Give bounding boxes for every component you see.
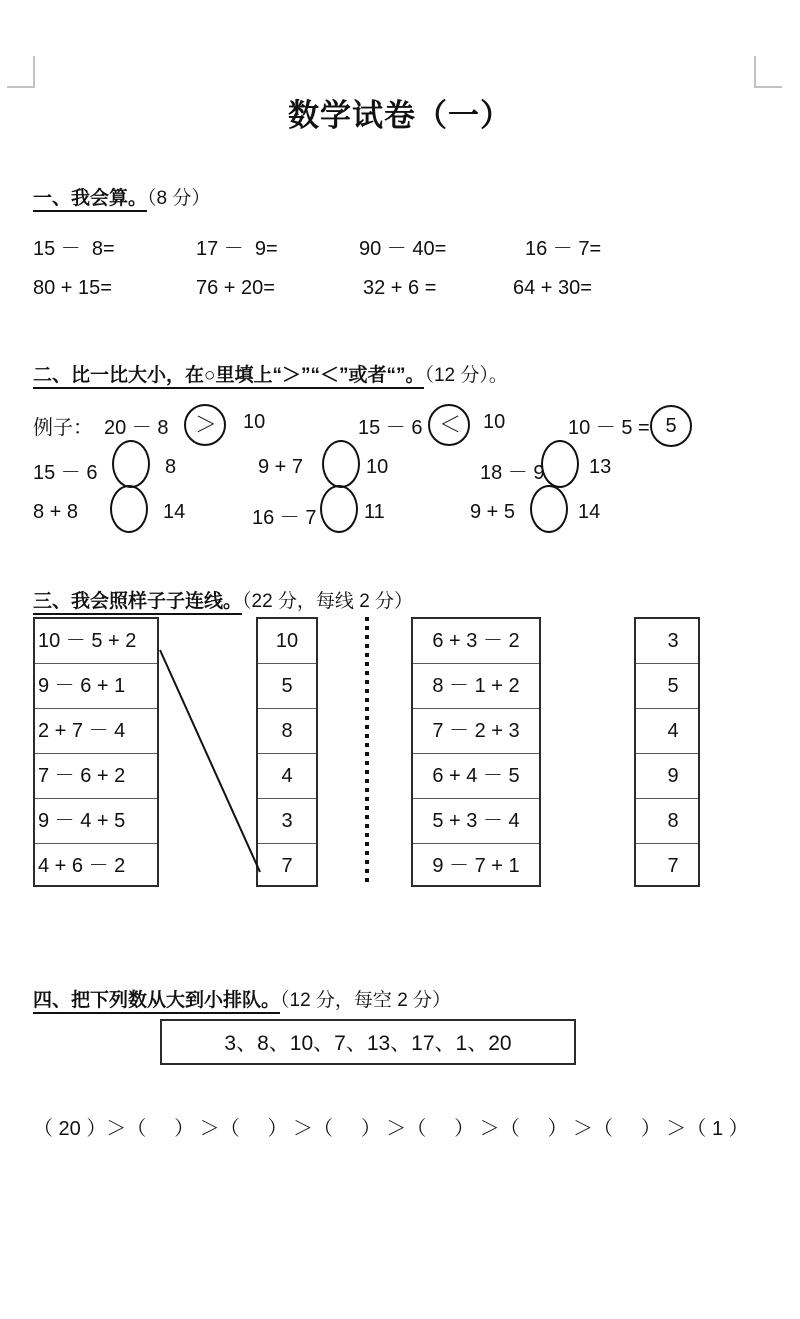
match-cell[interactable]: 8 [636,799,698,844]
match-cell[interactable]: 10 － 5 + 2 [35,619,157,664]
match-cell[interactable]: 7 [667,855,679,877]
section-four-heading [33,985,451,1012]
comparison-circle-blank[interactable] [322,440,360,488]
match-cell[interactable]: 5 [636,664,698,709]
match-cell[interactable]: 8 [258,709,316,754]
section-two-heading-main: 二、比一比大小，在○里填上“＞”“＜”或者“”。 [33,365,424,389]
example-answer-circle [650,405,692,447]
dotted-divider [365,617,369,887]
comparison-sign: ＞ [194,412,217,437]
match-column-numbers-right [634,617,700,887]
comparison-right-number: 14 [578,501,601,523]
section-one-heading [33,183,210,210]
numbers-list-value: 3、8、10、7、13、17、1、20 [224,1032,512,1055]
match-cell[interactable]: 9 － 7 + 1 [432,855,520,877]
comparison-sign: ＜ [438,412,461,437]
match-cell[interactable]: 3 [636,619,698,664]
comparison-right-number: 11 [364,501,385,523]
calc-row-1 [0,232,800,262]
calc-item: 16 － 7= [525,238,602,260]
match-cell[interactable]: 6 + 3 － 2 [413,619,539,664]
calc-item: 15 － 8= [33,238,115,260]
match-cell[interactable]: 8 － 1 + 2 [413,664,539,709]
calc-item: 76 + 20= [196,277,275,299]
match-cell[interactable]: 9 － 6 + 1 [35,664,157,709]
match-column-expressions-left [33,617,159,887]
match-cell[interactable]: 4 [636,709,698,754]
example-expression: 10 － 5 = [568,417,650,439]
calc-item: 90 － 40= [359,238,447,260]
comparison-circle-blank[interactable] [541,440,579,488]
match-cell[interactable]: 4 [258,754,316,799]
comparison-right-number: 13 [589,456,612,478]
calc-item: 80 + 15= [33,277,112,299]
comparison-expression: 15 － 6 [33,462,98,484]
match-cell[interactable]: 2 + 7 － 4 [35,709,157,754]
match-column-numbers-left [256,617,318,887]
crop-mark-top-right [745,56,779,90]
comparison-right-number: 8 [165,456,177,478]
example-answer-value: 5 [665,414,677,437]
comparison-expression: 16 － 7 [252,507,317,529]
section-one-heading-main: 一、我会算。 [33,188,147,212]
section-two-heading [33,360,508,387]
comparison-expression: 9 + 5 [470,501,516,523]
section-one-heading-score: （8 分） [147,188,211,209]
section-three-heading-main: 三、我会照样子子连线。 [33,591,242,615]
match-cell[interactable]: 3 [258,799,316,844]
section-four-heading-score: （12 分，每空 2 分） [280,990,452,1011]
match-cell[interactable]: 6 + 4 － 5 [413,754,539,799]
example-right-number: 10 [483,411,506,433]
comparison-circle-blank[interactable] [530,485,568,533]
page-title: 数学试卷（一） [288,98,512,133]
match-cell[interactable]: 9 － 4 + 5 [35,799,157,844]
numbers-list-box [160,1019,576,1065]
match-cell[interactable]: 5 [258,664,316,709]
section-four-heading-main: 四、把下列数从大到小排队。 [33,990,280,1014]
match-cell[interactable]: 10 [258,619,316,664]
match-cell[interactable]: 5 + 3 － 4 [413,799,539,844]
example-label: 例子： [33,417,93,439]
calc-item: 32 + 6 = [363,277,437,299]
match-cell[interactable]: 7 － 6 + 2 [35,754,157,799]
match-cell[interactable]: 9 [636,754,698,799]
match-column-expressions-right [411,617,541,887]
comparison-right-number: 14 [163,501,186,523]
example-expression: 20 － 8 [104,417,169,439]
crop-mark-top-left [27,56,61,90]
example-comparison-circle-less [428,404,470,446]
comparison-circle-blank[interactable] [320,485,358,533]
comparison-expression: 9 + 7 [258,456,304,478]
comparison-expression: 8 + 8 [33,501,79,523]
calc-row-2 [0,277,800,307]
match-cell[interactable]: 7 [281,855,293,877]
comparison-circle-blank[interactable] [110,485,148,533]
example-expression: 15 － 6 [358,417,423,439]
section-three-heading-score: （22 分，每线 2 分） [242,591,414,612]
ordering-answer-line[interactable]: （ 20 ）＞（ ） ＞（ ） ＞（ ） ＞（ ） ＞（ ） ＞（ ） ＞（ 1 ） [33,1118,749,1140]
section-three-heading [33,586,413,613]
comparison-expression: 18 － 9 [480,462,545,484]
calc-item: 17 － 9= [196,238,278,260]
comparison-circle-blank[interactable] [112,440,150,488]
section-two-heading-score: （12 分）。 [424,365,508,386]
match-cell[interactable]: 7 － 2 + 3 [413,709,539,754]
example-right-number: 10 [243,411,266,433]
calc-item: 64 + 30= [513,277,592,299]
comparison-right-number: 10 [366,456,389,478]
match-cell[interactable]: 4 + 6 － 2 [38,855,126,877]
example-comparison-circle-greater [184,404,226,446]
